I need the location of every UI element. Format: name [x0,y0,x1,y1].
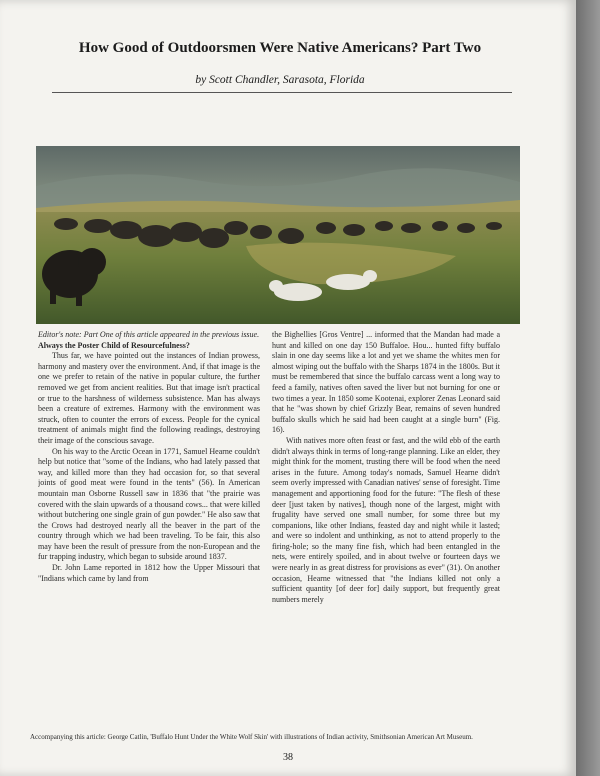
left-paragraph: Dr. John Lame reported in 1812 how the Upper Missouri that "Indians which came by land from [38,563,260,583]
right-column [272,330,500,740]
figure-credit: Accompanying this article: George Catlin, 'Buffalo Hunt Under the White Wolf Skin' with illustrations of Indian activity, Smithsonian American Art Museum. [30,733,473,741]
left-column [38,330,260,740]
right-paragraph: With natives more often feast or fast, and the wild ebb of the earth didn't always think in terms of long-range planning. Like an elder, they might think for the moment, trusting there will be food when the need arises in the future. Among today's nomads, Samuel Hearne didn't seem overly impressed with Canadian natives' sense of foresight. Time management and apportioning food for the future: "The flesh of these deer [just taken by natives], though none of the largest, might with frugality have served one small number, for some three but my companions, like other Indians, feasted day and night while it lasted; and were so indolent and unthinking, as not to attend properly to the firing-hole; so the many fine fish, which had been entangled in the nets, were entirely spoiled, and in about twelve or fourteen days we were nearly in as great distress for provisions as ever" (31). On another occasion, Hearne witnessed that "the Indians killed not only a sufficient quantity [of deer for] daily support, but frequently great numbers merely [272,435,500,604]
section-heading: Always the Poster Child of Resourcefulness? [38,340,190,350]
article-title: How Good of Outdoorsmen Were Native Americans? Part Two [78,40,482,56]
scan-edge-shadow [576,0,600,776]
article-byline: by Scott Chandler, Sarasota, Florida [195,74,365,86]
left-paragraph: Thus far, we have pointed out the instances of Indian prowess, harmony and mastery over the environment. And, if that image is the one we prefer to retain of the native in popular culture, the further removed we get from ancient realities. But that image isn't practical or true to the harshness of wilderness subsistence. Man has always been a creature of extremes. Harmony with the environment was struck, often to counter the errors of excess. People for the cynical treatment of animals might find the following readings, destroying their image of the conscious savage. [38,351,260,445]
editors-note: Editor's note: Part One of this article appeared in the previous issue. [38,330,260,339]
left-paragraph: On his way to the Arctic Ocean in 1771, Samuel Hearne couldn't help but notice that "some of the Indians, who had lately passed that way, and killed more than they had occasion for, so that several joints of good meat were found in the tents" (56). In American mountain man Osborne Russell saw in 1836 that "the prairie was covered with the slain upwards of a thousand cows... that were killed without butchering one single grain of gun powder." He also saw that the Crows had destroyed nearly all the beaver in the part of the country through which we had been traveling. To be fair, this also may have been the result of pressure from the non-European and the fur trapping industry, which began to subside around 1837. [38,446,260,562]
right-paragraph: the Bighellies [Gros Ventre] ... informed that the Mandan had made a hunt and killed on one day 150 Buffaloe. Hou... hunted fifty buffalo slain in one day seems like a lot and yet we shame the whites men for almost wiping out the buffalo with the Sharps 1874 in the 1800s. But it must be remembered that since the buffalo carcass went a long way to feed a family, natives often saved the liver but not burning for one or two times a year. In 1850 some Kootenai, explorer Zenas Leonard said that he "was shown by chief Grizzly Bear, remains of seven hundred buffalo skulls which he said had been caught at a single burn" (Fig. 16). [272,330,500,435]
buffalo-painting [36,146,520,324]
page-number: 38 [283,752,293,763]
byline-rule [52,92,512,93]
